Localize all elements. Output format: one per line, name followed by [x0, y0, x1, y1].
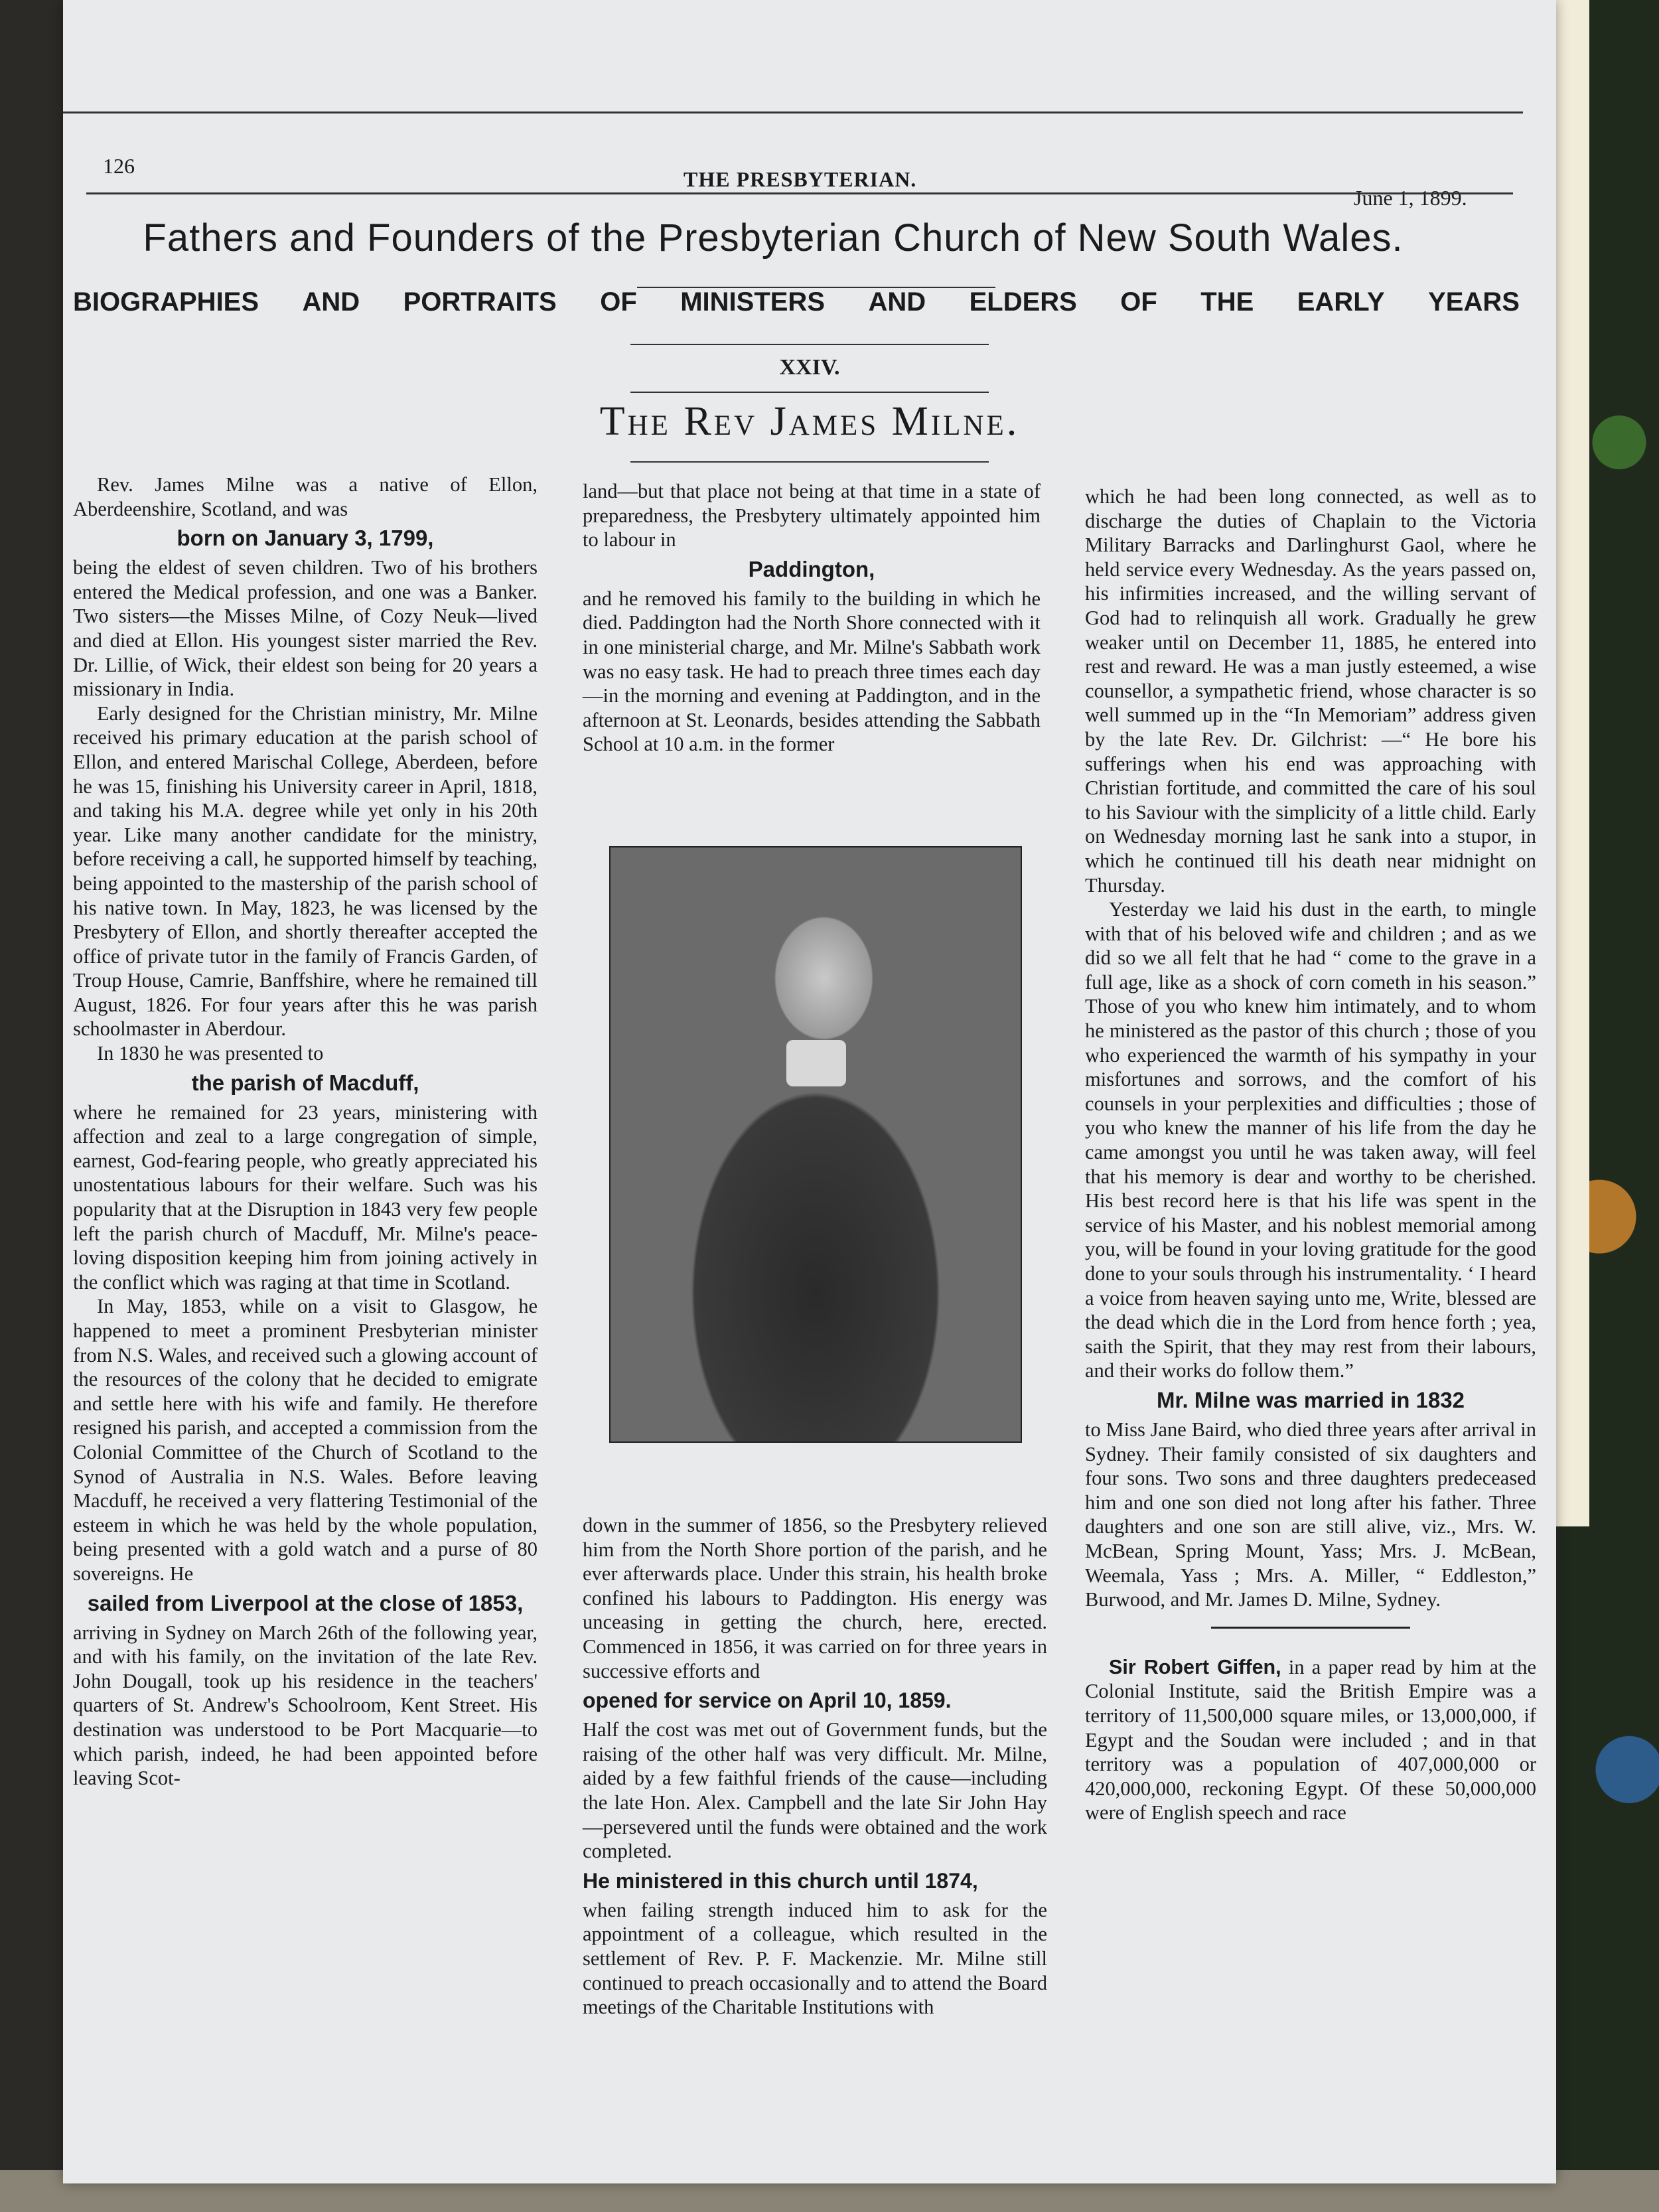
section-heading: born on January 3, 1799, — [177, 526, 434, 551]
paragraph: being the eldest of seven children. Two of his brothers entered the Medical profession, and one was a Banker. Two sisters—the Misses Milne, of Cozy Neuk—lived and died at Ellon. His youngest sister married the Rev. Dr. Lillie, of Wick, their eldest son being for 20 years a missionary in India. — [73, 556, 538, 701]
paragraph: Early designed for the Christian ministry, Mr. Milne received his primary education at the parish school of Ellon, and entered Marischal College, Aberdeen, before he was 15, finishing his University career in April, 1818, and taking his M.A. degree while yet only in his 20th year. Like many another candidate for the ministry, before receiving a call, he supported himself by teaching, being appointed to the mastership of the parish school of his native town. In May, 1823, he was licensed by the Presbytery of Ellon, and shortly thereafter accepted the office of private tutor in the family of Francis Garden, of Troup House, Camrie, Banffshire, where he remained till August, 1826. For four years after this he was parish schoolmaster in Aberdour. — [73, 701, 538, 1041]
portrait-collar — [786, 1040, 846, 1086]
portrait-photo — [609, 846, 1022, 1443]
name-rule — [630, 461, 989, 463]
column-3 — [1085, 484, 1536, 1825]
section-heading: sailed from Liverpool at the close of 1853, — [87, 1590, 524, 1615]
paragraph: In 1830 he was presented to — [97, 1042, 324, 1065]
paragraph: Half the cost was met out of Government funds, but the raising of the other half was very difficult. Mr. Milne, aided by a few faithful friends of the cause—including the late Hon. Alex. Campbell and the late Sir John Hay—persevered until the funds were obtained and the work completed. — [583, 1718, 1047, 1863]
subtitle-word: OF — [1120, 287, 1157, 317]
subtitle-word: THE — [1200, 287, 1254, 317]
paragraph: arriving in Sydney on March 26th of the following year, and with his family, on the invitation of the late Rev. John Dougall, took up his residence in the teachers' quarters of St. Andrew's Schoolroom, Kent Street. His destination was understood to be Port Macquarie—to which parish, indeed, he had been appointed before leaving Scot- — [73, 1621, 538, 1790]
paragraph: to Miss Jane Baird, who died three years after arrival in Sydney. Their family consisted of six daughters and four sons. Two sons and three daughters predeceased him and one son died not long after his father. Three daughters and one son are still alive, viz., Mrs. W. McBean, Spring Mount, Yass; Mrs. J. McBean, Weemala, Yass ; Mrs. A. Miller, “ Eddleston,” Burwood, and Mr. James D. Milne, Sydney. — [1085, 1418, 1536, 1611]
header-rule — [86, 192, 1513, 194]
subtitle-word: BIOGRAPHIES — [73, 287, 259, 317]
paragraph: land—but that place not being at that time in a state of preparedness, the Presbytery ultimately appointed him to labour in — [583, 480, 1041, 552]
subtitle-rule — [630, 344, 989, 345]
subtitle-word: PORTRAITS — [403, 287, 557, 317]
subtitle-word: MINISTERS — [680, 287, 825, 317]
publication-name: THE PRESBYTERIAN. — [684, 167, 917, 191]
section-heading: the parish of Macduff, — [191, 1070, 419, 1095]
paragraph: Rev. James Milne was a native of Ellon, Aberdeenshire, Scotland, and was — [73, 473, 538, 520]
article-title: The Rev James Milne. — [599, 399, 1020, 444]
paragraph-lead: Sir Robert Giffen, — [1109, 1655, 1281, 1678]
subtitle-word: OF — [600, 287, 637, 317]
paragraph: when failing strength induced him to ask for the appointment of a colleague, which resulted in the settlement of Rev. P. F. Mackenzie. Mr. Milne still continued to preach occasionally and to attend the Board meetings of the Charitable Institutions with — [583, 1898, 1047, 2019]
section-heading: Mr. Milne was married in 1832 — [1156, 1387, 1465, 1412]
subtitle-word: ELDERS — [969, 287, 1077, 317]
top-rule — [63, 111, 1523, 113]
paragraph: where he remained for 23 years, ministering with affection and zeal to a large congregation of simple, earnest, God-fearing people, who greatly appreciated his unostentatious labours for their welfare. Such was his popularity that at the Disruption in 1843 very few people left the parish church of Macduff, Mr. Milne's peace-loving disposition keeping him from joining actively in the conflict which was raging at that time in Scotland. — [73, 1100, 538, 1293]
paragraph — [1085, 1655, 1536, 1825]
series-numeral: XXIV. — [779, 355, 840, 380]
paragraph: and he removed his family to the building in which he died. Paddington had the North Shore connected with it in one ministerial charge, and Mr. Milne's Sabbath work was no easy task. He had to preach three times each day—in the morning and evening at Paddington, and in the afternoon at St. Leonards, besides attending the Sabbath School at 10 a.m. in the former — [583, 587, 1041, 756]
section-heading: He ministered in this church until 1874, — [583, 1868, 978, 1893]
page-number: 126 — [103, 154, 135, 178]
column-2-top — [583, 479, 1041, 757]
subtitle-word: AND — [868, 287, 926, 317]
paragraph: which he had been long connected, as well as to discharge the duties of Chaplain to the Victoria Military Barracks and Darlinghurst Gaol, where he held service every Wednesday. As the years passed on, his infirmities increased, and the willing servant of God had to relinquish all work. Gradually he grew weaker until on December 11, 1885, he entered into rest and reward. He was a man justly esteemed, a wise counsellor, a sympathetic friend, whose character is so well summed up in the “In Memoriam” address given by the late Rev. Dr. Gilchrist: —“ He bore his sufferings when his end was approaching with Christian fortitude, and committed the care of his soul to his Saviour with the simplicity of a little child. Early on Wednesday morning last he sank into a stupor, in which he continued till his death near midnight on Thursday. — [1085, 485, 1536, 897]
issue-date: June 1, 1899. — [1354, 186, 1467, 210]
subtitle-word: EARLY — [1297, 287, 1385, 317]
section-heading: Paddington, — [748, 556, 875, 581]
subtitle-word: YEARS — [1428, 287, 1520, 317]
main-title: Fathers and Founders of the Presbyterian Church of New South Wales. — [143, 216, 1404, 259]
subtitle-word: AND — [302, 287, 360, 317]
paragraph: down in the summer of 1856, so the Presbytery relieved him from the North Shore portion of the parish, and he ever afterwards place. Under this strain, his health broke confined his labours to Paddington. His energy was unceasing in getting the church, here, erected. Commenced in 1856, it was carried on for three years in successive efforts and — [583, 1514, 1047, 1682]
section-heading: opened for service on April 10, 1859. — [583, 1688, 952, 1713]
paragraph: In May, 1853, while on a visit to Glasgow, he happened to meet a prominent Presbyterian minister from N.S. Wales, and received such a glowing account of the resources of the colony that he decided to emigrate and settle here with his wife and family. He therefore resigned his parish, and accepted a commission from the Colonial Committee of the Church of Scotland to the Synod of Australia in N.S. Wales. Before leaving Macduff, he received a very flattering Testimonial of the esteem in which he was held by the whole population, being presented with a gold watch and a purse of 80 sovereigns. He — [73, 1295, 538, 1585]
column-2-bottom — [583, 1513, 1047, 2020]
numeral-rule — [630, 392, 989, 393]
column-1 — [73, 473, 538, 1791]
section-divider — [1211, 1612, 1410, 1629]
subtitle — [73, 287, 1520, 317]
paragraph-body: in a paper read by him at the Colonial Institute, said the British Empire was a territory of 11,500,000 square miles, or 13,000,000, if Egypt and the Soudan were included ; and in that territory was a population of 407,000,000 or 420,000,000, reckoning Egypt. Of these 50,000,000 were of English speech and race — [1085, 1655, 1536, 1824]
paragraph: Yesterday we laid his dust in the earth, to mingle with that of his beloved wife and children ; and as we did so we all felt that he had “ come to the grave in a full age, like as a shock of corn cometh in his season.” Those of you who knew him intimately, and to whom he ministered as the pastor of this church ; those of you who experienced the warmth of his sympathy in your misfortunes and sorrows, and the comfort of his counsels in your perplexities and difficulties ; those of you who knew the manner of his life from the day he came amongst you until he was taken away, will feel that his memory is dear and worthy to be cherished. His best record here is that his life was spent in the service of his Master, and his noblest memorial among you, will be found in your loving gratitude for the good done to your souls through his instrumentality. ‘ I heard a voice from heaven saying unto me, Write, blessed are the dead which die in the Lord from hence forth ; yea, saith the Spirit, that they may rest from their labours, and their works do follow them.” — [1085, 898, 1536, 1382]
